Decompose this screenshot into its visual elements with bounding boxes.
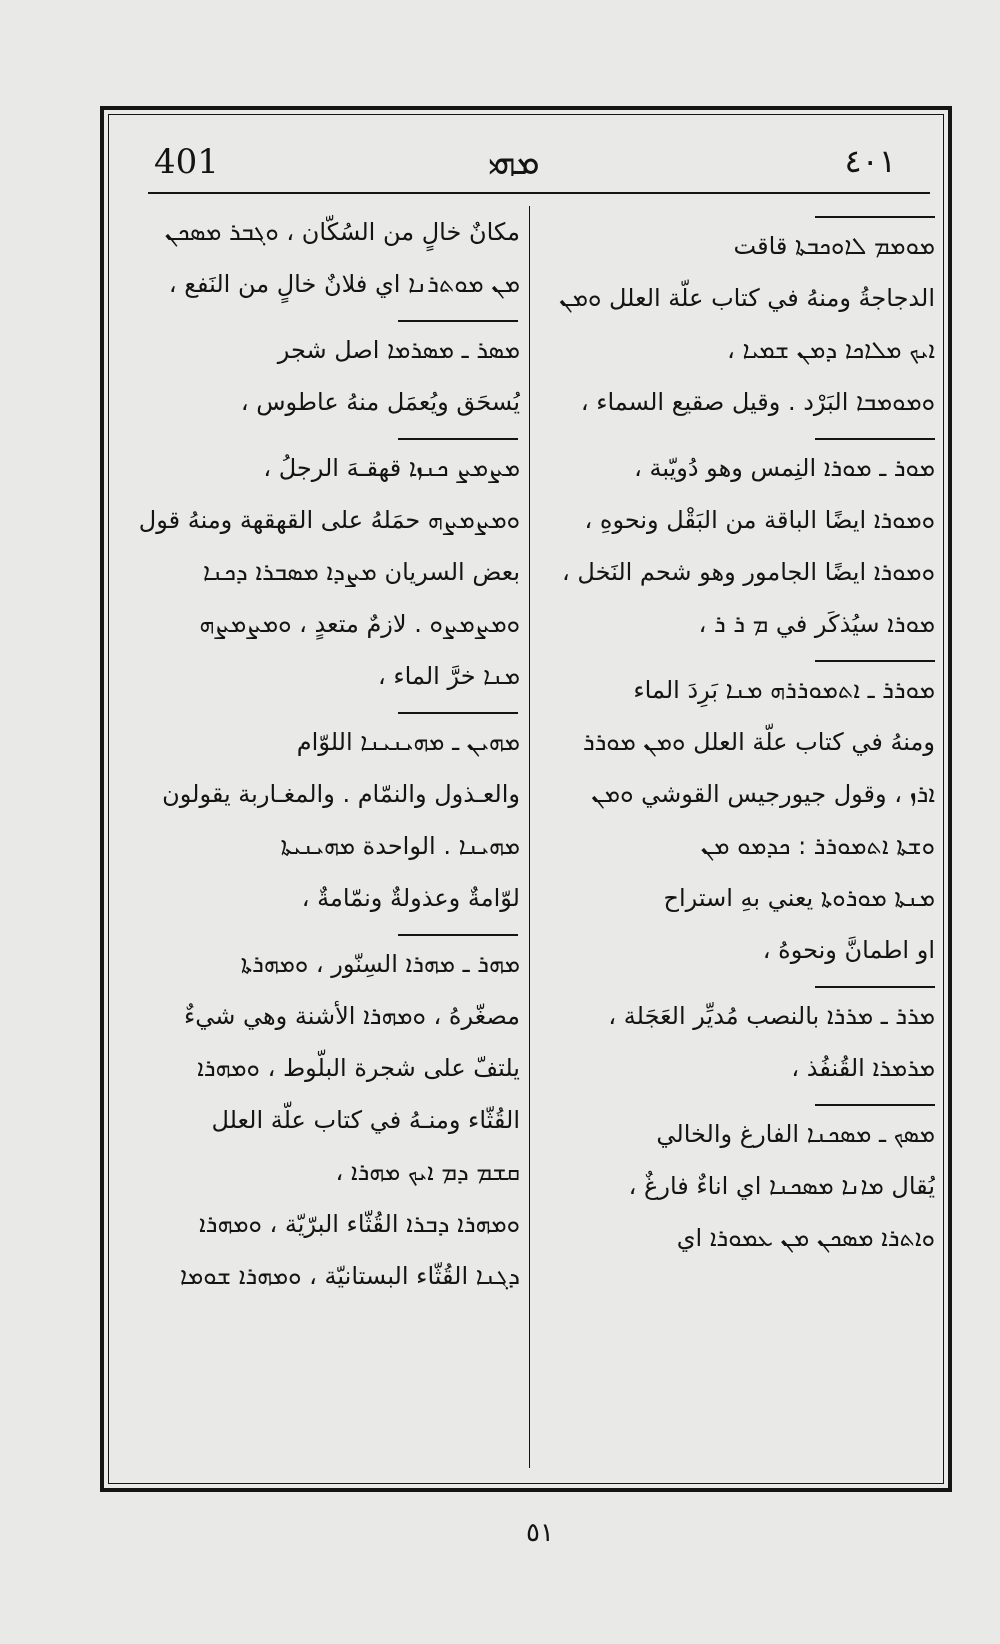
text-line: يُقال ܡܐܢܐ ܡܣܟܢܐ اي اناءٌ فارغٌ ، (628, 1172, 935, 1200)
entry-separator-rule (815, 986, 935, 988)
text-line: يُسحَق ويُعمَل منهُ عاطوس ، (240, 388, 520, 416)
entry-separator-rule (398, 712, 518, 714)
text-line: ܡܢܐ خرَّ الماء ، (378, 662, 520, 690)
text-line: ܘܡܘܡܒܐ البَرْد . وقيل صقيع السماء ، (580, 388, 935, 416)
page-number-arabic: ٤٠١ (844, 142, 896, 180)
text-line: الدجاجةُ ومنهُ في كتاب علّة العلل ܘܡܢ (559, 284, 935, 312)
text-line: ܩܫܡ ܕܡ ܐܝܟ ܡܗܪܐ ، (335, 1158, 520, 1186)
text-line: ܘܐܬܪܐ ܡܣܟܢ ܡܢ ܥܡܘܪܐ اي (676, 1224, 935, 1252)
text-line: لوّامةٌ وعذولةٌ ونمّامةٌ ، (301, 884, 520, 912)
signature-mark: ٥١ (526, 1518, 554, 1548)
text-line: ܡܘܪ ـ ܡܘܪܐ النِمس وهو دُويّبة ، (634, 454, 935, 482)
text-line: ܐܝܟ ܡܠܐܟܐ ܕܡܢ ܫܡܝܐ ، (727, 336, 935, 364)
text-line: ܡܘܡܡ ܠܐܘܟܒܬܐ قاقت (733, 232, 935, 260)
text-line: او اطمانَّ ونحوهُ ، (762, 936, 935, 964)
text-line: ܘܡܨܡܨܘ . لازمٌ متعدٍ ، ܘܡܨܡܨܗ (199, 610, 520, 638)
text-line: ܡܣܪ ـ ܡܣܪܡܐ اصل شجر (277, 336, 520, 364)
column-divider (529, 206, 530, 1468)
left-column (125, 206, 520, 1468)
right-column (540, 206, 935, 1468)
text-line: مكانٌ خالٍ من السُكّان ، ܘܓܒܪ ܡܣܟܢ (164, 218, 520, 246)
page-number-latin: 401 (154, 142, 219, 182)
text-line: ܘܫܬܐ ܐܬܡܘܪܪ : ܟܕܡܘ ܡܢ (700, 832, 935, 860)
entry-separator-rule (815, 216, 935, 218)
entry-separator-rule (815, 1104, 935, 1106)
entry-separator-rule (815, 660, 935, 662)
text-line: ܡܣܟ ـ ܡܣܟܢܐ الفارغ والخالي (656, 1120, 935, 1148)
text-line: ܡܘܪܪ ـ ܐܬܡܘܪܪܗ ܡܢܐ بَرِدَ الماء (633, 676, 935, 704)
running-header (148, 140, 908, 196)
text-line: ܡܪܡܪܐ القُنفُذ ، (791, 1054, 935, 1082)
text-line: ܡܗܝܢ ـ ܡܗܝܢܝܢܐ اللوّام (296, 728, 520, 756)
text-line: مصغّرهُ ، ܘܡܗܪܐ الأشنة وهي شيءٌ (183, 1002, 520, 1030)
text-line: ܡܗܝܢܐ . الواحدة ܡܗܝܢܝܬܐ (280, 832, 520, 860)
entry-separator-rule (815, 438, 935, 440)
header-rule (148, 192, 930, 194)
text-line: بعض السريان ܡܨܕܐ ܡܣܒܪܐ ܕܟܢܐ (203, 558, 520, 586)
text-line: والعـذول والنمّام . والمغـاربة يقولون (162, 780, 520, 808)
entry-separator-rule (398, 934, 518, 936)
text-line: ܘܡܘܪܐ ايضًا الجامور وهو شحم النَخل ، (562, 558, 935, 586)
text-line: ܐܪܙ ، وقول جيورجيس القوشي ܘܡܢ (591, 780, 935, 808)
page-title: ܡܗܝ (488, 142, 540, 183)
text-line: ܡܘܪܐ سيُذكَر في ܡ ܪ ܪ ، (698, 610, 935, 638)
text-line: ܘܡܘܪܐ ايضًا الباقة من البَقْل ونحوهِ ، (584, 506, 935, 534)
text-line: ܡܢ ܡܘܬܪܢܐ اي فلانٌ خالٍ من النَفع ، (168, 270, 520, 298)
text-line: ܕܓܢܐ القُثّاء البستانيّة ، ܘܡܗܪܐ ܫܘܡܐ (180, 1262, 520, 1290)
text-line: ܡܢܬܐ ܡܘܪܘܬܐ يعني بهِ استراح (663, 884, 935, 912)
entry-separator-rule (398, 320, 518, 322)
text-line: ܘܡܗܪܐ ܕܒܪܐ القُثّاء البرّيّة ، ܘܡܗܪܐ (199, 1210, 520, 1238)
text-line: ܡܪܪ ـ ܡܪܪܐ بالنصب مُديِّر العَجَلة ، (608, 1002, 935, 1030)
entry-separator-rule (398, 438, 518, 440)
text-line: ܘܡܨܡܨܗ حمَلهُ على القهقهة ومنهُ قول (138, 506, 520, 534)
text-line: ܡܨܡܨ ܟܢܙܐ قهقـهَ الرجلُ ، (263, 454, 520, 482)
text-line: القُثّاء ومنـهُ في كتاب علّة العلل (211, 1106, 520, 1134)
text-line: يلتفّ على شجرة البلّوط ، ܘܡܗܪܐ (197, 1054, 520, 1082)
text-line: ܡܗܪ ـ ܡܗܪܐ السِنّور ، ܘܡܗܪܬܐ (240, 950, 520, 978)
text-line: ومنهُ في كتاب علّة العلل ܘܡܢ ܡܘܪܪ (582, 728, 935, 756)
